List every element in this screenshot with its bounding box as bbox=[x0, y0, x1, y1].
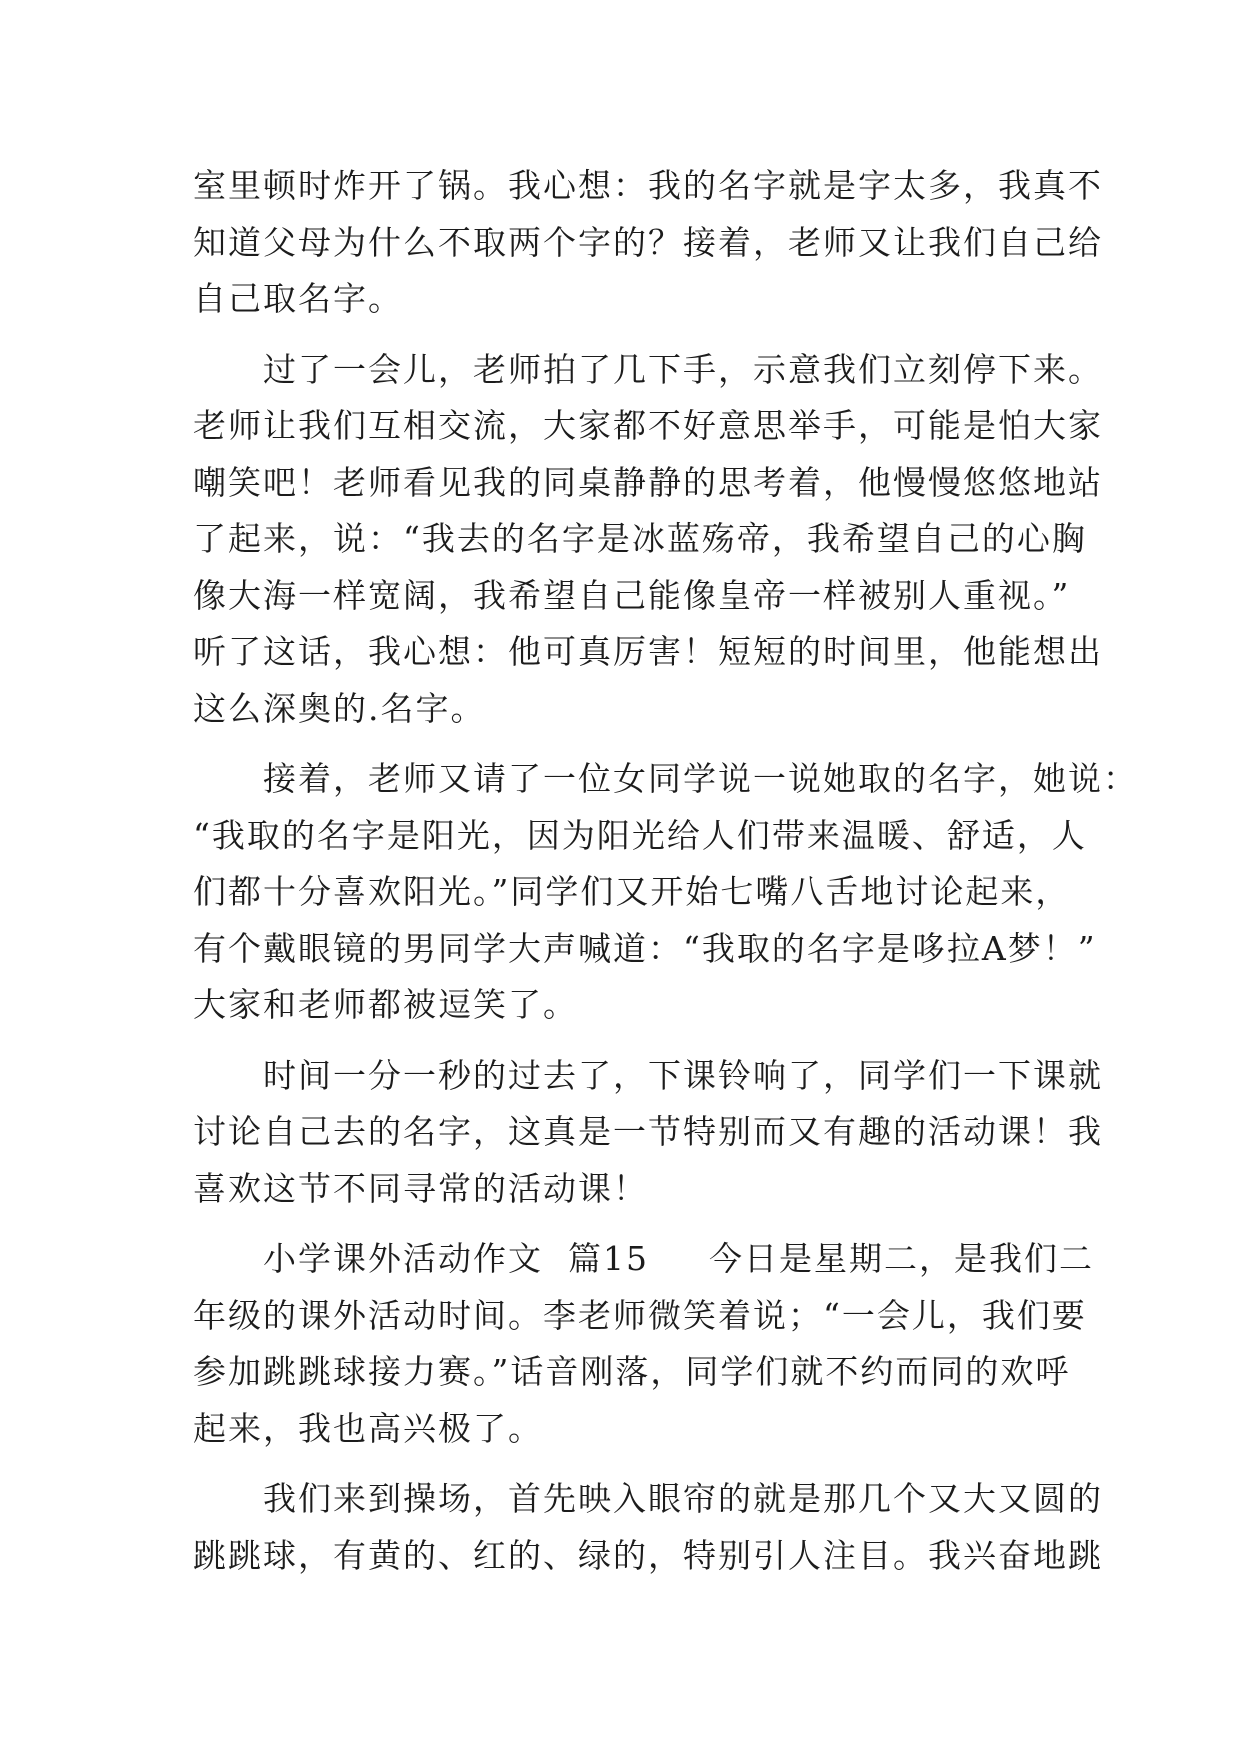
paragraph-gap bbox=[193, 1457, 1053, 1471]
paragraph bbox=[193, 1048, 1103, 1218]
text-line: 时间一分一秒的过去了，下课铃响了，同学们一下课就 bbox=[193, 1055, 1103, 1095]
text-line: 喜欢这节不同寻常的活动课！ bbox=[193, 1168, 648, 1208]
text-line: 们都十分喜欢阳光。”同学们又开始七嘴八舌地讨论起来， bbox=[193, 872, 1071, 911]
paragraph bbox=[193, 158, 1103, 328]
paragraph-gap bbox=[193, 328, 1053, 342]
text-line: 这么深奥的.名字。 bbox=[193, 688, 486, 728]
text-line: 小学课外活动作文 篇15 今日是星期二，是我们二 bbox=[193, 1239, 1094, 1278]
document-body bbox=[193, 158, 1138, 1584]
paragraph-gap bbox=[193, 1217, 1053, 1231]
text-line: 嘲笑吧！老师看见我的同桌静静的思考着，他慢慢悠悠地站 bbox=[193, 462, 1103, 502]
text-line: 过了一会儿，老师拍了几下手，示意我们立刻停下来。 bbox=[193, 349, 1103, 389]
text-line: 了起来，说：“我去的名字是冰蓝殇帝，我希望自己的心胸 bbox=[193, 519, 1087, 558]
text-line: 我们来到操场，首先映入眼帘的就是那几个又大又圆的 bbox=[193, 1479, 1103, 1518]
text-line: 自己取名字。 bbox=[193, 279, 403, 318]
text-line: 讨论自己去的名字，这真是一节特别而又有趣的活动课！我 bbox=[193, 1112, 1103, 1151]
paragraph-gap bbox=[193, 737, 1053, 751]
paragraph-gap bbox=[193, 1034, 1053, 1048]
text-line: 跳跳球，有黄的、红的、绿的，特别引人注目。我兴奋地跳 bbox=[193, 1535, 1103, 1575]
paragraph bbox=[193, 1471, 1103, 1584]
text-line: 年级的课外活动时间。李老师微笑着说；“一会儿，我们要 bbox=[193, 1295, 1087, 1335]
text-line: 起来，我也高兴极了。 bbox=[193, 1408, 543, 1448]
text-line: 室里顿时炸开了锅。我心想：我的名字就是字太多，我真不 bbox=[193, 166, 1103, 205]
paragraph bbox=[193, 751, 1138, 1034]
text-line: 听了这话，我心想：他可真厉害！短短的时间里，他能想出 bbox=[193, 632, 1103, 671]
text-line: 知道父母为什么不取两个字的？接着，老师又让我们自己给 bbox=[193, 222, 1103, 262]
text-line: “我取的名字是阳光，因为阳光给人们带来温暖、舒适，人 bbox=[193, 815, 1087, 855]
paragraph bbox=[193, 1231, 1094, 1457]
paragraph bbox=[193, 342, 1103, 738]
text-line: 大家和老师都被逗笑了。 bbox=[193, 985, 578, 1024]
text-line: 像大海一样宽阔，我希望自己能像皇帝一样被别人重视。” bbox=[193, 575, 1071, 615]
text-line: 参加跳跳球接力赛。”话音刚落，同学们就不约而同的欢呼 bbox=[193, 1352, 1071, 1391]
text-line: 老师让我们互相交流，大家都不好意思举手，可能是怕大家 bbox=[193, 406, 1103, 445]
text-line: 有个戴眼镜的男同学大声喊道：“我取的名字是哆拉A梦！” bbox=[193, 928, 1097, 968]
text-line: 接着，老师又请了一位女同学说一说她取的名字，她说： bbox=[193, 759, 1138, 798]
